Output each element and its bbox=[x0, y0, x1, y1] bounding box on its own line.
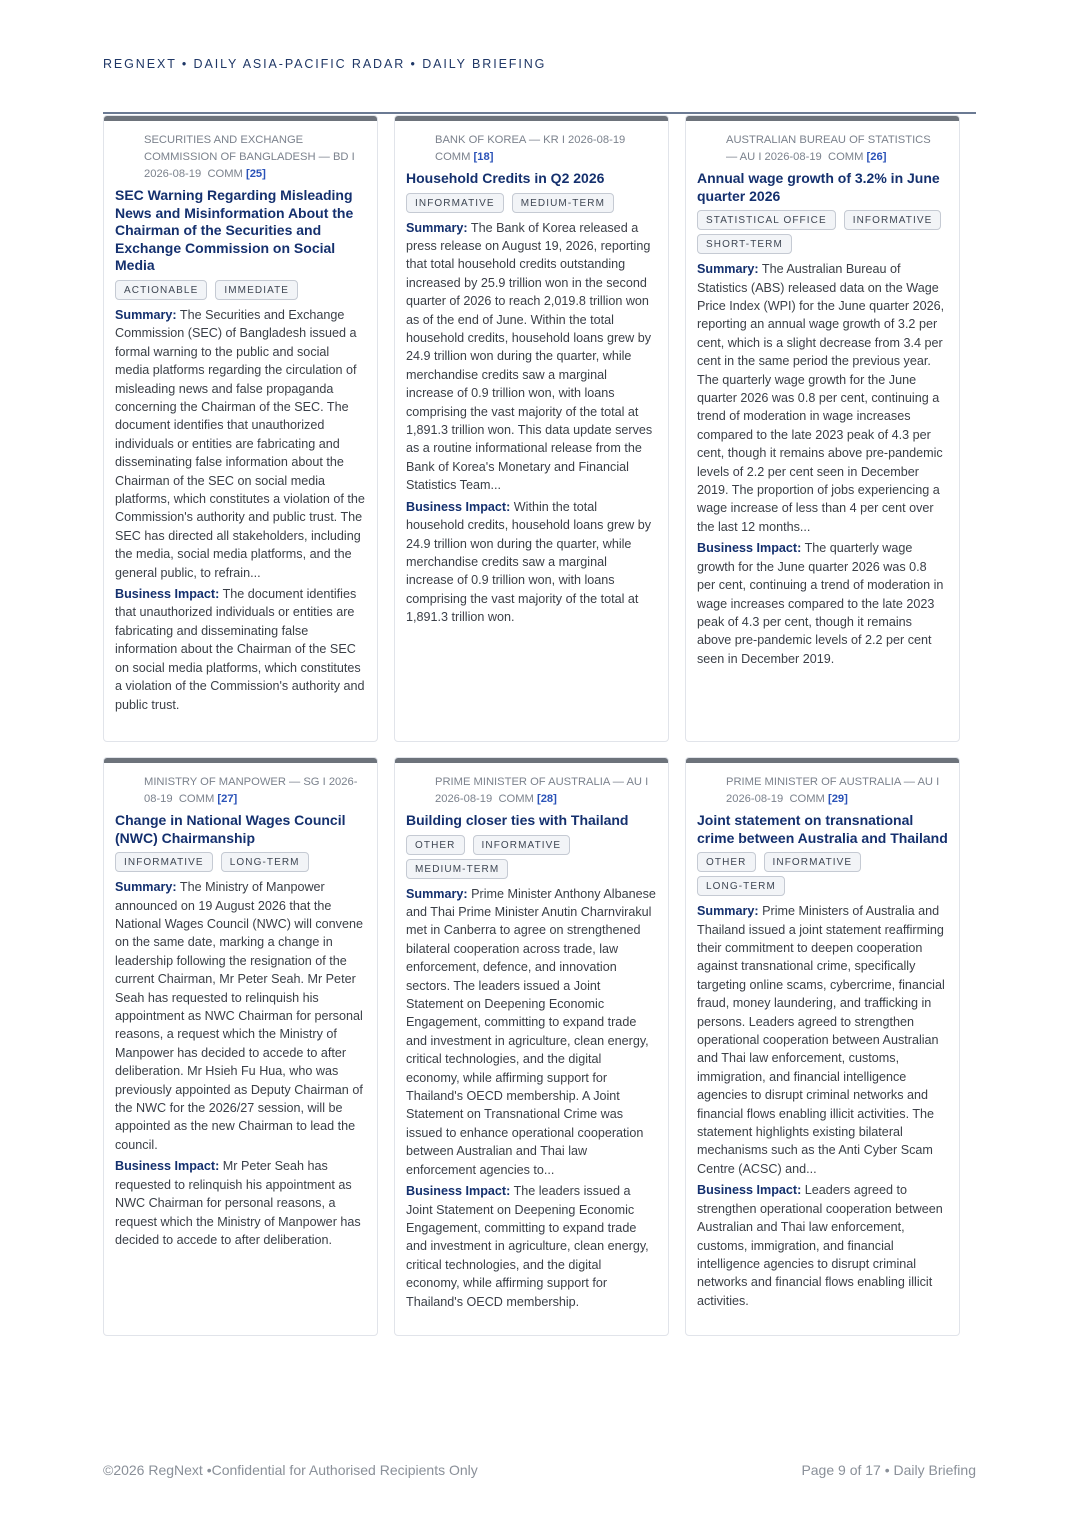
header-divider bbox=[103, 112, 976, 114]
card-title: Joint statement on transnational crime between Australia and Thailand bbox=[697, 812, 948, 846]
header-edition: DAILY ASIA-PACIFIC RADAR bbox=[193, 57, 406, 71]
card-meta bbox=[406, 132, 657, 166]
briefing-card bbox=[394, 757, 669, 1336]
card-title: Building closer ties with Thailand bbox=[406, 812, 629, 828]
tag-badge: INFORMATIVE bbox=[844, 210, 942, 230]
card-tags bbox=[115, 852, 366, 872]
impact-label: Business Impact: bbox=[115, 587, 220, 602]
summary-text: The Australian Bureau of Statistics (ABS) released data on the Wage Price Index (WPI) for the June quarter 2026, reporting an annual wage growth of 3.2 per cent, which is a slight decrease from 3.4 per cent in the same period the previous year. The quarterly wage growth for the June quarter 2026 was 0.8 per cent, continuing a trend of moderation in wage increases compared to the late 2023 peak of 4.3 per cent, though it remains above pre-pandemic levels of 2.2 per cent seen in December 2019. The proportion of jobs experiencing a wage increase of less than 4 per cent over the last 12 months... bbox=[697, 262, 945, 534]
briefing-card bbox=[685, 115, 960, 742]
tag-badge: LONG-TERM bbox=[221, 852, 309, 872]
card-business-impact bbox=[406, 498, 657, 627]
card-source: PRIME MINISTER OF AUSTRALIA — AU I bbox=[726, 776, 940, 788]
summary-text: The Securities and Exchange Commission (SEC) of Bangladesh issued a formal warning to the public and social media platforms regarding the circulation of misleading news and false propaganda concerning the Chairman of the SEC. The document identifies that unauthorized individuals or entities are fabricating and disseminating false information about the Chairman of the SEC on social media platforms, which constitutes a violation of the Commission's authority and public trust. The SEC has directed all stakeholders, including the media, social media platforms, and the general public, to refrain... bbox=[115, 307, 365, 580]
summary-label: Summary: bbox=[115, 307, 177, 322]
card-summary bbox=[697, 902, 948, 1178]
card-source: SECURITIES AND EXCHANGE COMMISSION OF BANGLADESH — BD I bbox=[144, 134, 355, 163]
impact-text: The document identifies that unauthorized individuals or entities are fabricating and disseminating false information about the Chairman of the SEC on social media platforms, which constitutes a violation of the Commission's authority and public trust. bbox=[115, 587, 365, 712]
tag-badge: LONG-TERM bbox=[697, 876, 785, 896]
card-title: Annual wage growth of 3.2% in June quarter 2026 bbox=[697, 170, 940, 204]
impact-text: Leaders agreed to strengthen operational cooperation between Australian and Thai law enforcement, customs, immigration, and financial intelligence agencies to disrupt criminal networks and financial flows enabling illicit activities. bbox=[697, 1183, 943, 1308]
card-source: PRIME MINISTER OF AUSTRALIA — AU I bbox=[435, 776, 649, 788]
summary-text: Prime Minister Anthony Albanese and Thai Prime Minister Anutin Charnvirakul met in Canberra to agree on strengthened bilateral cooperation across trade, law enforcement, defence, and innovation sectors. The leaders issued a Joint Statement on Deepening Economic Engagement, committing to expand trade and investment in agriculture, clean energy, critical technologies, and the digital economy, while affirming support for Thailand's OECD membership. A Joint Statement on Transnational Crime was issued to enhance operational cooperation between Australian and Thai law enforcement agencies to... bbox=[406, 886, 656, 1177]
card-meta bbox=[115, 132, 366, 183]
summary-label: Summary: bbox=[697, 904, 759, 919]
tag-badge: SHORT-TERM bbox=[697, 234, 792, 254]
card-date: 2026-08-19 bbox=[568, 134, 626, 146]
card-date: 2026-08-19 bbox=[435, 793, 493, 805]
card-date: 2026-08-19 bbox=[144, 168, 202, 180]
card-tags bbox=[115, 280, 366, 300]
tag-badge: IMMEDIATE bbox=[215, 280, 298, 300]
comm-reference[interactable]: [29] bbox=[827, 793, 848, 805]
briefing-card bbox=[103, 115, 378, 742]
impact-text: Within the total household credits, household loans grew by 24.9 trillion won during the quarter, while merchandise credits saw a marginal increase of 0.9 trillion won, with loans comprising the vast majority of the total at 1,891.3 trillion won. bbox=[406, 499, 652, 625]
summary-text: The Ministry of Manpower announced on 19 August 2026 that the National Wages Council (NWC) will convene on the same date, marking a change in leadership following the resignation of the current Chairman, Mr Peter Seah. Mr Peter Seah has requested to relinquish his appointment as NWC Chairman for personal reasons, a request which the Ministry of Manpower has decided to accede to after deliberation. Mr Hsieh Fu Hua, who was previously appointed as Deputy Chairman of the NWC for the 2026/27 session, will be appointed as the new Chairman to lead the council. bbox=[115, 880, 363, 1152]
tag-badge: OTHER bbox=[406, 835, 465, 855]
tag-badge: OTHER bbox=[697, 852, 756, 872]
tag-badge: INFORMATIVE bbox=[115, 852, 213, 872]
summary-label: Summary: bbox=[697, 262, 759, 277]
comm-label: COMM bbox=[789, 793, 825, 805]
card-meta bbox=[697, 774, 948, 808]
card-tags bbox=[406, 193, 657, 213]
comm-reference[interactable]: [28] bbox=[536, 793, 557, 805]
tag-badge: MEDIUM-TERM bbox=[512, 193, 614, 213]
card-date: 2026-08-19 bbox=[764, 151, 822, 163]
header-separator: • bbox=[410, 57, 417, 71]
impact-label: Business Impact: bbox=[697, 541, 802, 556]
card-summary bbox=[406, 219, 657, 495]
tag-badge: INFORMATIVE bbox=[406, 193, 504, 213]
summary-text: Prime Ministers of Australia and Thailand issued a joint statement reaffirming their commitment to deepen cooperation against transnational crime, specifically targeting online scams, cybercrime, financial fraud, money laundering, and trafficking in persons. Leaders agreed to strengthen operational cooperation between Australian and Thai law enforcement, customs, immigration, and financial intelligence agencies to disrupt criminal networks and financial flows enabling illicit activities. The statement highlights existing bilateral mechanisms such as the Anti Cyber Scam Centre (ACSC) and... bbox=[697, 904, 945, 1176]
tag-badge: ACTIONABLE bbox=[115, 280, 207, 300]
impact-label: Business Impact: bbox=[115, 1159, 220, 1174]
footer-page-info: Page 9 of 17 • Daily Briefing bbox=[801, 1462, 976, 1478]
summary-text: The Bank of Korea released a press release on August 19, 2026, reporting that total household credits outstanding increased by 25.9 trillion won in the second quarter of 2026 to reach 2,019.8 trillion won as of the end of June. Within the total household credits, household loans grew by 24.9 trillion won during the quarter, while merchandise credits saw a marginal increase of 0.9 trillion won, with loans comprising the vast majority of the total at 1,891.3 trillion won. This data update serves as a routine informational release from the Bank of Korea's Monetary and Financial Statistics Team... bbox=[406, 220, 653, 493]
impact-text: Mr Peter Seah has requested to relinquish his appointment as NWC Chairman for personal reasons, a request which the Ministry of Manpower has decided to accede to after deliberation. bbox=[115, 1159, 361, 1247]
card-meta bbox=[406, 774, 657, 808]
impact-label: Business Impact: bbox=[697, 1183, 802, 1198]
comm-label: COMM bbox=[828, 151, 864, 163]
header-type: DAILY BRIEFING bbox=[422, 57, 547, 71]
card-business-impact bbox=[697, 1181, 948, 1310]
card-source: AUSTRALIAN BUREAU OF STATISTICS — AU I bbox=[726, 134, 931, 163]
comm-label: COMM bbox=[207, 168, 243, 180]
card-date: 2026-08-19 bbox=[726, 793, 784, 805]
card-date: 2026-08-19 bbox=[144, 776, 358, 805]
card-tags bbox=[406, 835, 657, 879]
card-source: BANK OF KOREA — KR I bbox=[435, 134, 565, 146]
card-source: MINISTRY OF MANPOWER — SG I bbox=[144, 776, 326, 788]
card-title: Household Credits in Q2 2026 bbox=[406, 170, 605, 186]
card-business-impact bbox=[406, 1182, 657, 1311]
briefing-card bbox=[685, 757, 960, 1336]
card-title: Change in National Wages Council (NWC) Chairmanship bbox=[115, 812, 346, 846]
comm-reference[interactable]: [26] bbox=[866, 151, 887, 163]
comm-label: COMM bbox=[178, 793, 215, 805]
card-summary bbox=[406, 885, 657, 1180]
comm-label: COMM bbox=[498, 793, 534, 805]
card-tags bbox=[697, 852, 948, 896]
tag-badge: STATISTICAL OFFICE bbox=[697, 210, 836, 230]
card-business-impact bbox=[115, 585, 366, 714]
footer-copyright: ©2026 RegNext •Confidential for Authorised Recipients Only bbox=[103, 1462, 478, 1478]
card-meta bbox=[115, 774, 366, 808]
impact-label: Business Impact: bbox=[406, 499, 511, 514]
summary-label: Summary: bbox=[406, 220, 468, 235]
impact-text: The leaders issued a Joint Statement on Deepening Economic Engagement, committing to expand trade and investment in agriculture, clean energy, critical technologies, and the digital economy, while affirming support for Thailand's OECD membership. bbox=[406, 1184, 649, 1309]
briefing-card bbox=[103, 757, 378, 1336]
summary-label: Summary: bbox=[115, 880, 177, 895]
header-separator: • bbox=[181, 57, 189, 71]
comm-reference[interactable]: [25] bbox=[245, 168, 266, 180]
tag-badge: INFORMATIVE bbox=[473, 835, 571, 855]
card-meta bbox=[697, 132, 948, 166]
card-summary bbox=[115, 878, 366, 1154]
tag-badge: MEDIUM-TERM bbox=[406, 859, 508, 879]
report-header bbox=[103, 57, 546, 71]
summary-label: Summary: bbox=[406, 886, 468, 901]
header-brand: REGNEXT bbox=[103, 57, 177, 71]
impact-label: Business Impact: bbox=[406, 1184, 511, 1199]
card-title: SEC Warning Regarding Misleading News and Misinformation About the Chairman of the Securities and Exchange Commission on Social Media bbox=[115, 187, 354, 274]
card-business-impact bbox=[697, 539, 948, 668]
briefing-card bbox=[394, 115, 669, 742]
tag-badge: INFORMATIVE bbox=[764, 852, 862, 872]
impact-text: The quarterly wage growth for the June quarter 2026 was 0.8 per cent, continuing a trend of moderation in wage increases compared to the late 2023 peak of 4.3 per cent, though it remains above pre-pandemic levels of 2.2 per cent seen in December 2019. bbox=[697, 541, 944, 666]
comm-reference[interactable]: [18] bbox=[473, 151, 494, 163]
card-business-impact bbox=[115, 1157, 366, 1249]
card-summary bbox=[697, 260, 948, 536]
card-tags bbox=[697, 210, 948, 254]
comm-label: COMM bbox=[435, 151, 471, 163]
comm-reference[interactable]: [27] bbox=[217, 793, 238, 805]
card-summary bbox=[115, 306, 366, 582]
